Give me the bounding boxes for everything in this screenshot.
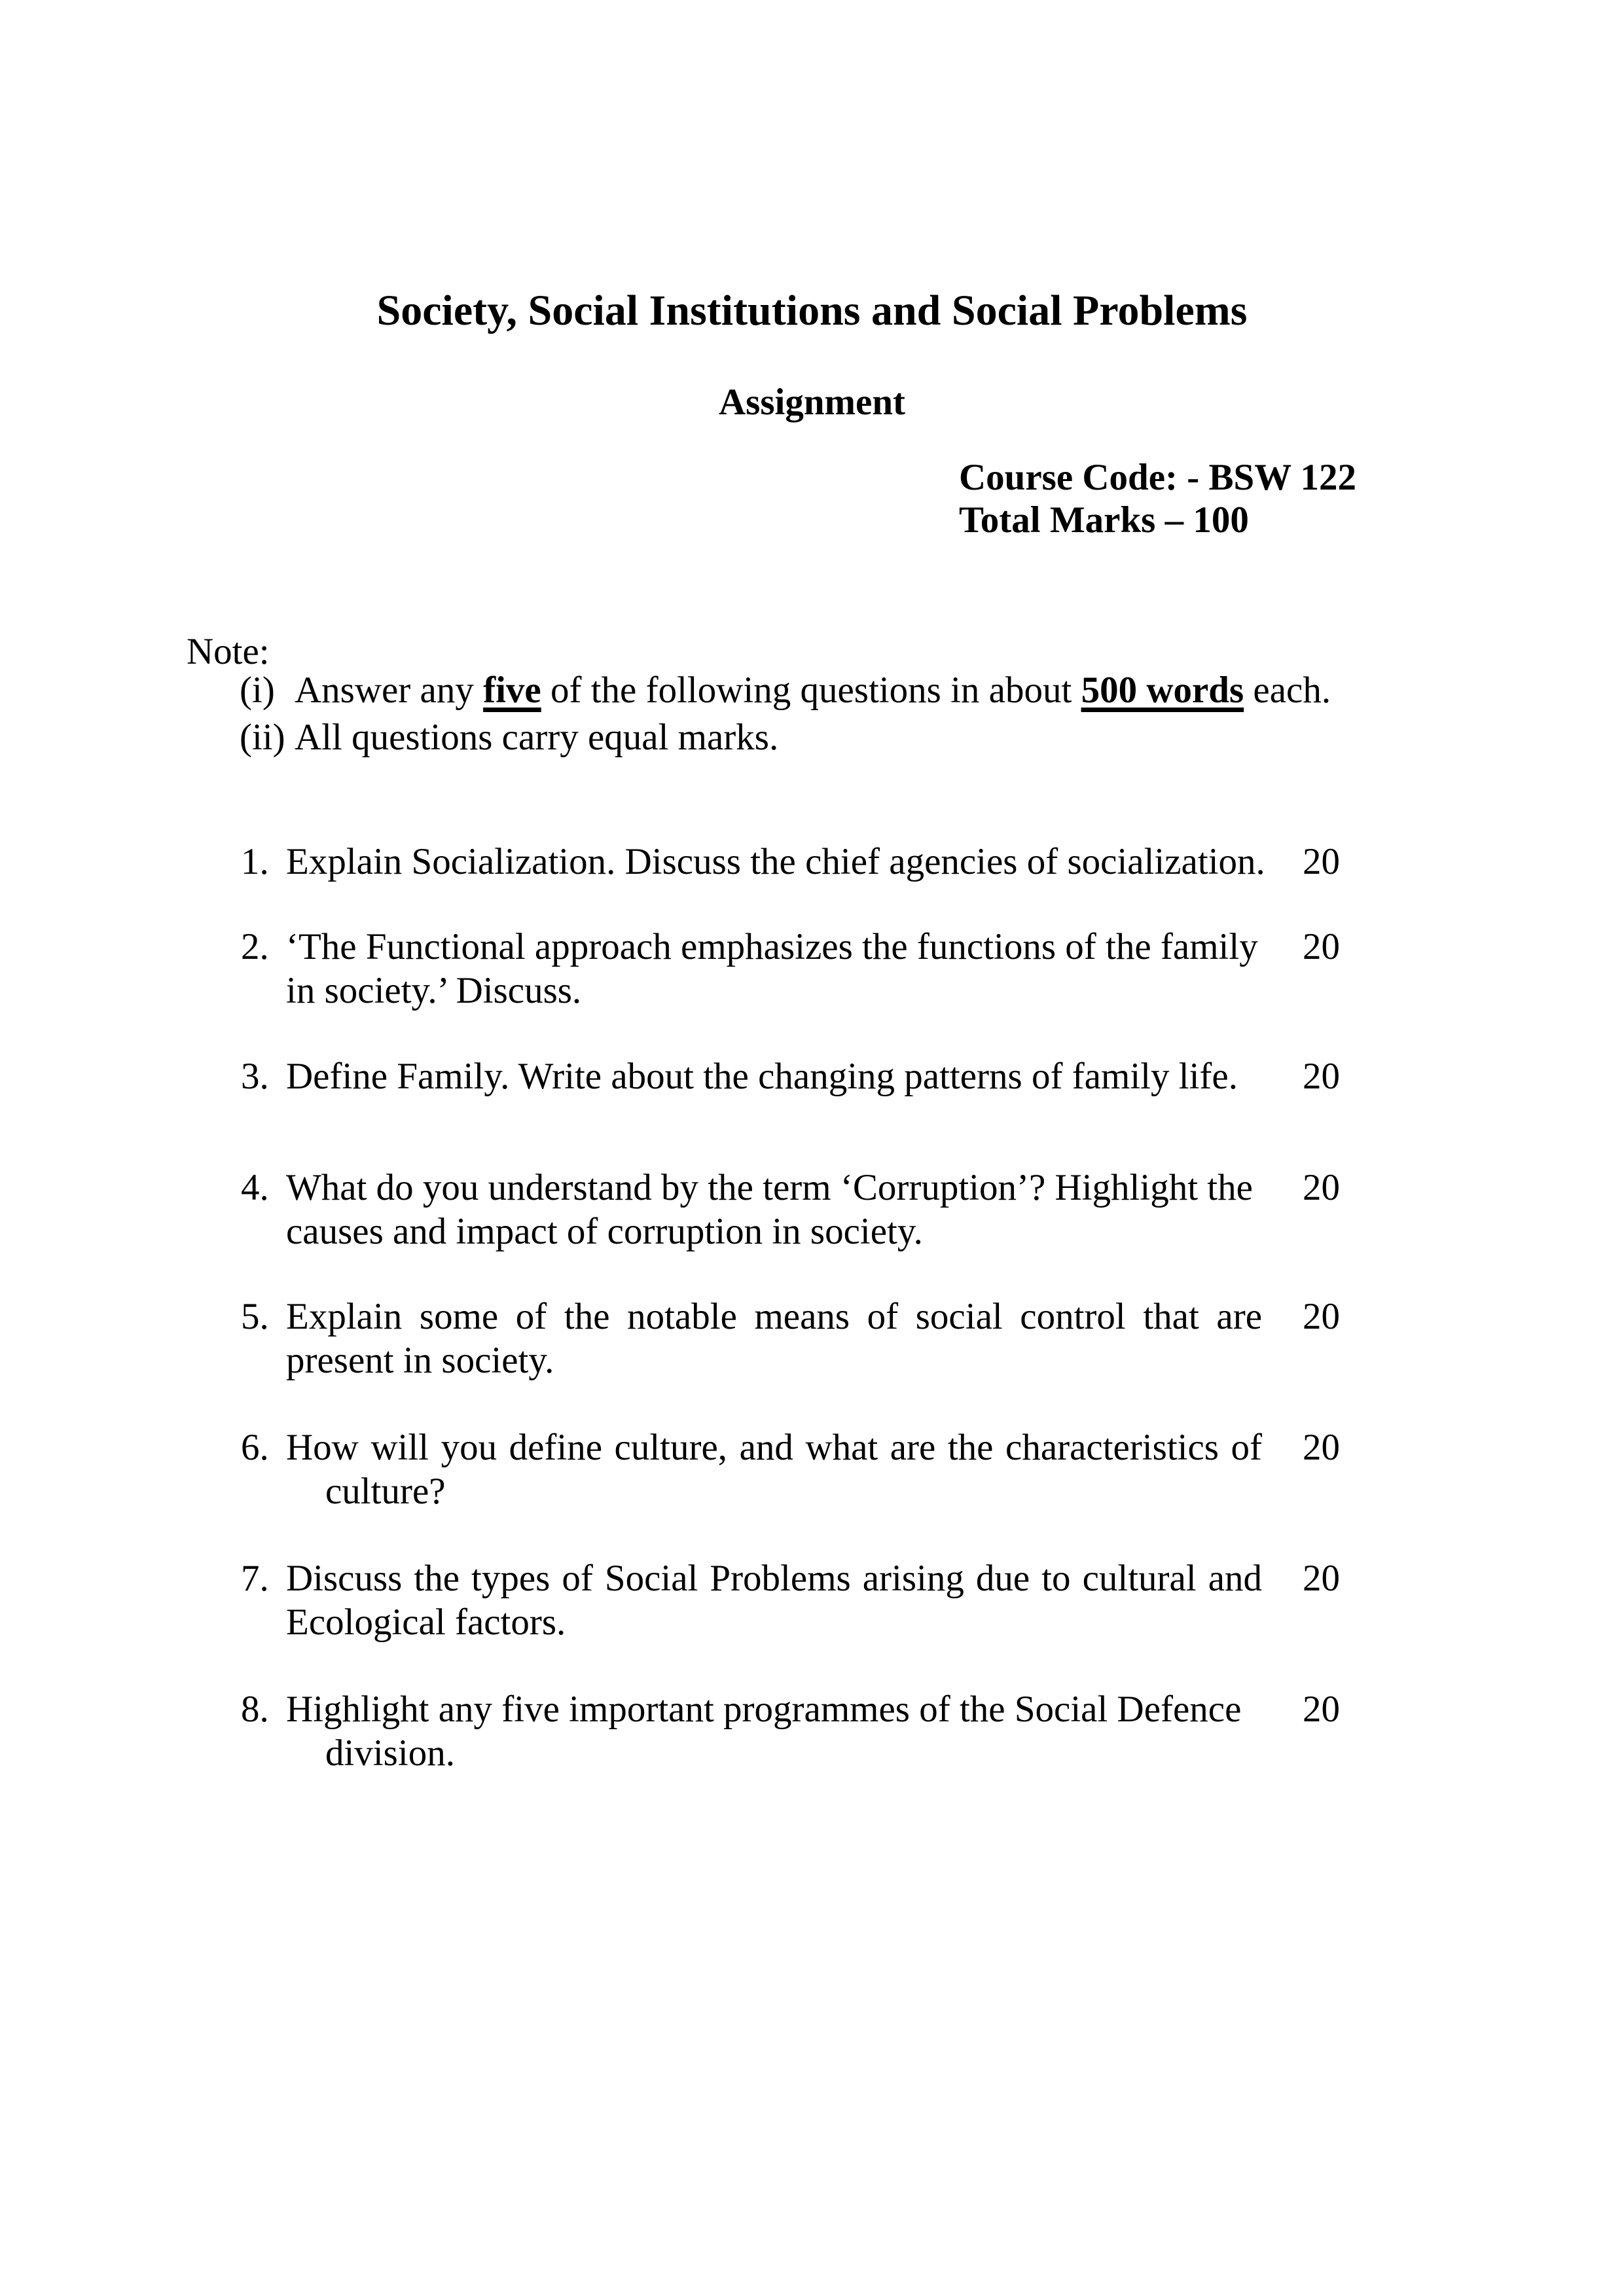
question-8-text: [286, 1687, 1262, 1775]
question-8-number: 8.: [241, 1689, 269, 1730]
note-item-1-text: Answer any: [295, 670, 484, 711]
note-item-1-text-2: of the following questions in about: [541, 670, 1081, 711]
question-4-line-1: What do you understand by the term ‘Corruption’? Highlight the: [286, 1167, 1253, 1208]
question-4-marks: 20: [1303, 1167, 1340, 1208]
question-5-line-2: present in society.: [286, 1340, 554, 1381]
question-1-number: 1.: [241, 841, 269, 882]
question-2-text: [286, 925, 1262, 1013]
question-7-line-2: Ecological factors.: [286, 1602, 566, 1643]
question-3-line-1: Define Family. Write about the changing patterns of family life.: [286, 1056, 1238, 1097]
note-label: Note:: [187, 631, 270, 672]
note-item-2-text: All questions carry equal marks.: [295, 717, 779, 758]
note-items: [240, 667, 1331, 761]
question-6: [241, 1426, 1393, 1513]
question-2-line-1: ‘The Functional approach emphasizes the functions of the family: [286, 926, 1258, 967]
question-4: [241, 1166, 1393, 1253]
note-item-1-text-3: each.: [1244, 670, 1331, 711]
question-3-marks: 20: [1303, 1056, 1340, 1097]
question-4-line-2: causes and impact of corruption in society.: [286, 1211, 923, 1252]
question-1-marks: 20: [1303, 841, 1340, 882]
question-7-marks: 20: [1303, 1558, 1340, 1599]
question-1-line-1: Explain Socialization. Discuss the chief agencies of socialization.: [286, 841, 1265, 882]
question-3: [241, 1054, 1393, 1098]
note-item-2-marker: (ii): [240, 717, 285, 758]
question-6-text: [286, 1426, 1262, 1513]
page-title: Society, Social Institutions and Social Problems: [376, 287, 1248, 334]
assignment-subtitle: Assignment: [718, 382, 906, 423]
question-6-marks: 20: [1303, 1427, 1340, 1468]
question-4-number: 4.: [241, 1167, 269, 1208]
question-7-line-1: Discuss the types of Social Problems arising due to cultural and: [286, 1558, 1262, 1599]
note-item-1-marker: (i): [240, 670, 275, 711]
question-2: [241, 925, 1393, 1013]
question-5-line-1: Explain some of the notable means of social control that are: [286, 1296, 1262, 1337]
question-5-number: 5.: [241, 1296, 269, 1337]
question-1: [241, 840, 1393, 884]
question-7: [241, 1556, 1393, 1644]
question-5-marks: 20: [1303, 1296, 1340, 1337]
course-code: Course Code: - BSW 122: [959, 457, 1356, 498]
question-1-text: [286, 840, 1265, 884]
note-item-1-emphasis-five: five: [483, 670, 541, 711]
question-3-number: 3.: [241, 1056, 269, 1097]
question-6-number: 6.: [241, 1427, 269, 1468]
question-7-number: 7.: [241, 1558, 269, 1599]
question-2-number: 2.: [241, 926, 269, 967]
note-item-1-emphasis-500-words: 500 words: [1081, 670, 1244, 711]
question-8: [241, 1687, 1393, 1775]
question-3-text: [286, 1054, 1262, 1098]
question-6-line-1: How will you define culture, and what are the characteristics of: [286, 1427, 1262, 1468]
course-info: [959, 456, 1356, 541]
question-6-line-2: culture?: [325, 1471, 446, 1512]
question-4-text: [286, 1166, 1262, 1253]
question-8-line-2: division.: [325, 1732, 455, 1774]
question-2-line-2: in society.’ Discuss.: [286, 970, 582, 1011]
question-8-line-1: Highlight any five important programmes of the Social Defence: [286, 1689, 1242, 1730]
note-item-1: [240, 667, 1331, 714]
question-5: [241, 1295, 1393, 1382]
question-7-text: [286, 1556, 1262, 1644]
question-8-marks: 20: [1303, 1689, 1340, 1730]
question-2-marks: 20: [1303, 926, 1340, 967]
note-item-2: [240, 714, 1331, 761]
question-5-text: [286, 1295, 1262, 1382]
total-marks: Total Marks – 100: [959, 499, 1249, 541]
